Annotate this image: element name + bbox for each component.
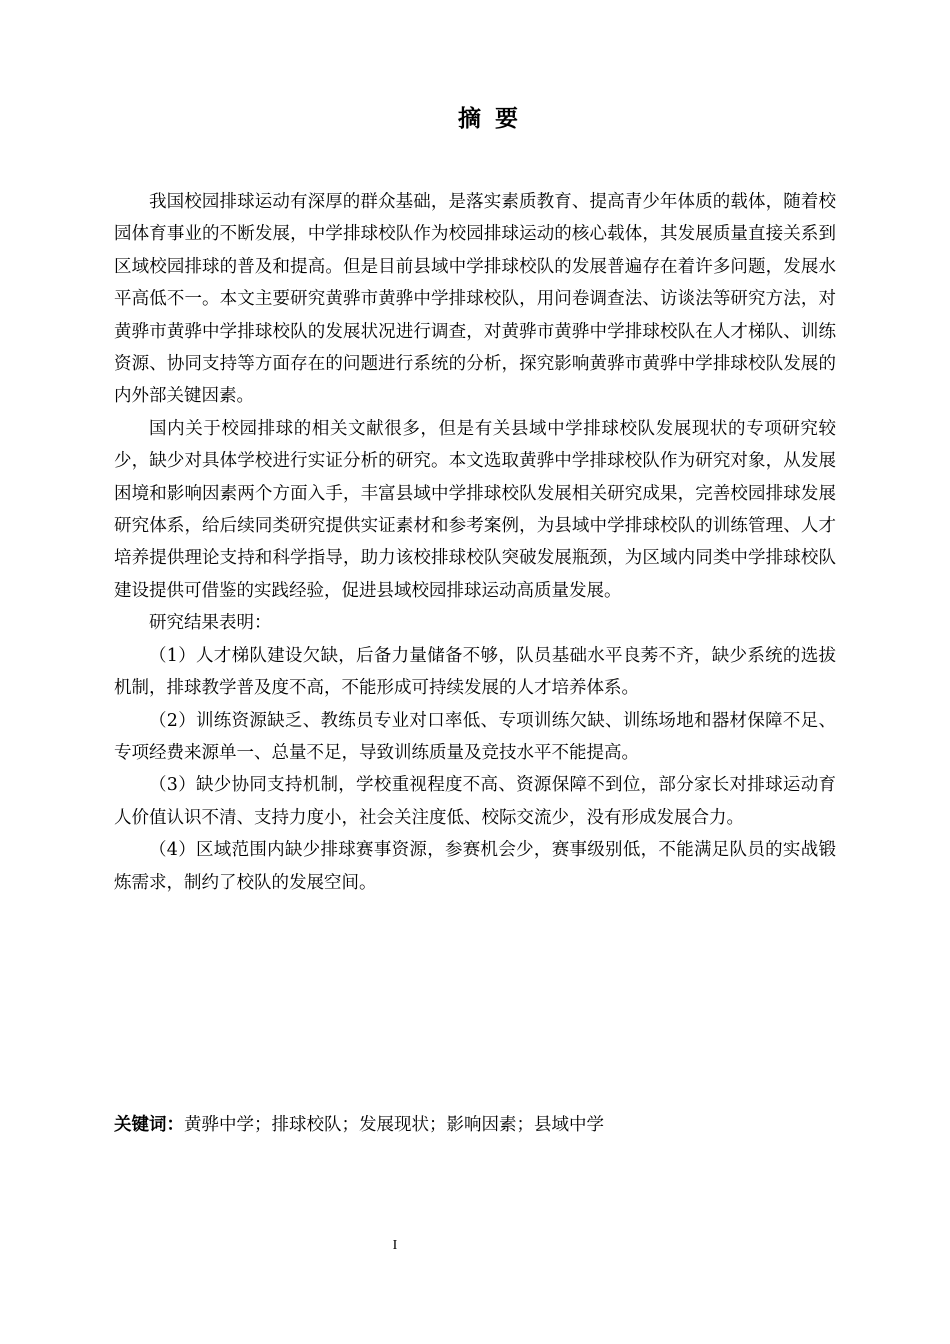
- abstract-finding-3: （3）缺少协同支持机制，学校重视程度不高、资源保障不到位，部分家长对排球运动育人价值认识不清、支持力度小，社会关注度低、校际交流少，没有形成发展合力。: [114, 775, 836, 828]
- abstract-paragraph-2: 国内关于校园排球的相关文献很多，但是有关县域中学排球校队发展现状的专项研究较少，缺少对具体学校进行实证分析的研究。本文选取黄骅中学排球校队作为研究对象，从发展困境和影响因素两个方面入手，丰富县域中学排球校队发展相关研究成果，完善校园排球发展研究体系，给后续同类研究提供实证素材和参考案例，为县域中学排球校队的训练管理、人才培养提供理论支持和科学指导，助力该校排球校队突破发展瓶颈，为区域内同类中学排球校队建设提供可借鉴的实践经验，促进县域校园排球运动高质量发展。: [114, 418, 836, 601]
- abstract-finding-1: （1）人才梯队建设欠缺，后备力量储备不够，队员基础水平良莠不齐，缺少系统的选拔机制，排球教学普及度不高，不能形成可持续发展的人才培养体系。: [114, 645, 836, 699]
- abstract-finding-2: （2）训练资源缺乏、教练员专业对口率低、专项训练欠缺、训练场地和器材保障不足、专项经费来源单一、总量不足，导致训练质量及竞技水平不能提高。: [114, 710, 836, 763]
- abstract-finding-4: （4）区域范围内缺少排球赛事资源，参赛机会少，赛事级别低，不能满足队员的实战锻炼需求，制约了校队的发展空间。: [114, 840, 836, 893]
- abstract-body: [114, 186, 836, 899]
- abstract-paragraph-3: 研究结果表明：: [149, 613, 272, 634]
- abstract-title: 摘要: [458, 106, 532, 132]
- keywords-label: 关键词：: [114, 1115, 184, 1135]
- keywords-text: 黄骅中学；排球校队；发展现状；影响因素；县域中学: [184, 1115, 604, 1135]
- page-number: I: [392, 1238, 398, 1253]
- abstract-paragraph-1: 我国校园排球运动有深厚的群众基础，是落实素质教育、提高青少年体质的载体，随着校园体育事业的不断发展，中学排球校队作为校园排球运动的核心载体，其发展质量直接关系到区域校园排球的普及和提高。但是目前县域中学排球校队的发展普遍存在着许多问题，发展水平高低不一。本文主要研究黄骅市黄骅中学排球校队，用问卷调查法、访谈法等研究方法，对黄骅市黄骅中学排球校队的发展状况进行调查，对黄骅市黄骅中学排球校队在人才梯队、训练资源、协同支持等方面存在的问题进行系统的分析，探究影响黄骅市黄骅中学排球校队发展的内外部关键因素。: [114, 192, 836, 407]
- keywords-line: [114, 1109, 836, 1141]
